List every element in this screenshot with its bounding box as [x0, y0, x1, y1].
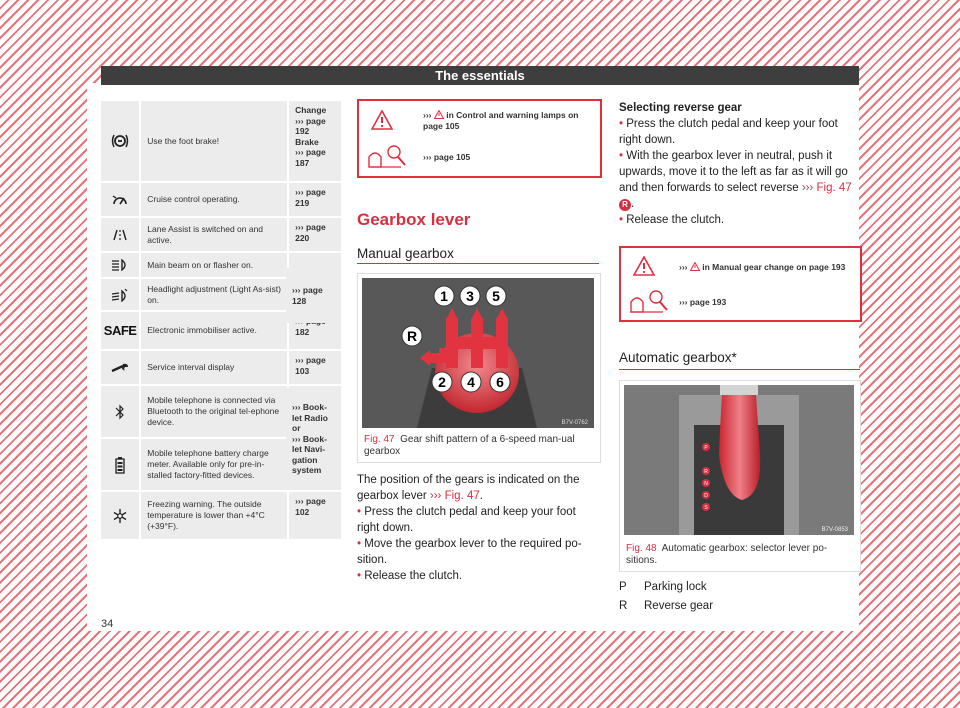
warning-box — [357, 99, 602, 178]
environment-note-icon — [367, 143, 409, 169]
gear-label-2: 2 — [438, 374, 446, 390]
warning-triangle-icon — [633, 256, 655, 276]
figure-caption: Fig. 47 Gear shift pattern of a 6-speed man-ual gearbox — [364, 434, 575, 457]
position-value: Parking lock — [644, 581, 707, 593]
gear-label-1: 1 — [440, 288, 448, 304]
warning-link-1[interactable]: ››› in Manual gear change on page 193 — [679, 262, 846, 272]
gearshift-image — [362, 278, 594, 428]
table-row-desc: Use the foot brake! — [141, 101, 289, 181]
warning-link-2[interactable]: ››› page 105 — [423, 152, 471, 162]
main-beam-icon — [101, 253, 141, 277]
table-row — [101, 218, 341, 253]
subtitle-rule — [357, 263, 599, 264]
warning-triangle-icon — [690, 262, 700, 271]
table-row-desc: Freezing warning. The outside temperature is lower than +4°C (+39°F). — [141, 492, 289, 539]
merged-ref-beam[interactable]: ››› page 128 — [286, 268, 341, 323]
table-row — [101, 183, 341, 218]
selector-letter-d: D — [704, 493, 708, 499]
table-row-desc: Headlight adjustment (Light As-sist) on. — [141, 279, 289, 310]
safe-icon: SAFE — [101, 312, 141, 349]
fig-link[interactable]: ››› Fig. 47 — [801, 182, 852, 194]
auto-rule — [619, 369, 860, 370]
reverse-gear-section: Selecting reverse gear • Press the clutch pedal and keep your foot right down. • With the gearbox lever in neutral, push it upwards, move it to the left as far as it will go and then forwards to select reverse ››› Fig. 47 R . • Release the clutch. — [619, 100, 861, 228]
merged-ref-phone[interactable]: ››› Book- let Radio or ››› Book- let Navi- gation system — [286, 388, 341, 490]
page-number: 34 — [101, 618, 114, 630]
table-row-ref[interactable]: Change ››› page 192 Brake ››› page 187 — [295, 105, 327, 168]
gear-label-3: 3 — [466, 288, 474, 304]
warning-box-2 — [619, 246, 862, 322]
figure-code: B7V-0853 — [821, 527, 848, 533]
reverse-title: Selecting reverse gear — [619, 102, 742, 114]
table-row-desc: Mobile telephone is connected via Bluetooth to the original tel-ephone device. — [141, 386, 289, 437]
table-row-desc: Cruise control operating. — [141, 183, 289, 216]
table-row — [101, 351, 341, 386]
battery-icon — [101, 439, 141, 490]
lane-assist-icon — [101, 218, 141, 251]
auto-selector-image — [624, 385, 854, 535]
warning-link-2[interactable]: ››› page 193 — [679, 297, 727, 307]
gear-label-r: R — [406, 328, 418, 344]
table-row-desc: Mobile telephone battery charge meter. Available only for pre-in-stalled factory-fitted devices. — [141, 439, 289, 490]
manual-gearbox-text: The position of the gears is indicated on the gearbox lever ››› Fig. 47. • Press the clutch pedal and keep your foot right down. • Move the gearbox lever to the required po-sition. • Release the clutch. — [357, 474, 582, 582]
table-row-ref[interactable]: ››› page 220 — [295, 222, 326, 243]
position-value: Reverse gear — [644, 600, 714, 612]
selector-letter-s: S — [704, 505, 708, 511]
bluetooth-icon — [101, 386, 141, 437]
figure-caption: Fig. 48 Automatic gearbox: selector lever po-sitions. — [626, 543, 828, 566]
table-row-desc: Service interval display — [141, 351, 289, 384]
gear-label-4: 4 — [467, 374, 475, 390]
selector-letter-p: P — [704, 445, 708, 451]
figure-48 — [619, 380, 861, 572]
headlight-adjust-icon — [101, 279, 141, 310]
table-row-ref[interactable]: ››› page 103 — [295, 355, 326, 376]
figure-code: B7V-0762 — [561, 420, 588, 426]
table-row-desc: Lane Assist is switched on and active. — [141, 218, 289, 251]
table-row-desc: Electronic immobiliser active. — [141, 312, 289, 349]
table-row-ref[interactable]: 182 — [295, 326, 310, 337]
fig-link[interactable]: ››› Fig. 47 — [429, 490, 480, 502]
reverse-badge: R — [619, 199, 631, 211]
figure-47 — [357, 273, 601, 463]
section-title: Gearbox lever — [357, 210, 471, 229]
selector-letter-n: N — [704, 481, 708, 487]
position-key: R — [619, 600, 628, 612]
position-key: P — [619, 581, 627, 593]
wrench-icon — [101, 351, 141, 384]
auto-title: Automatic gearbox* — [619, 350, 737, 365]
section-subtitle: Manual gearbox — [357, 246, 454, 261]
gear-label-6: 6 — [496, 374, 504, 390]
table-row-ref[interactable]: ››› page 219 — [295, 187, 326, 208]
table-row-ref[interactable]: ››› page 102 — [295, 496, 326, 517]
table-row — [101, 101, 341, 183]
snowflake-icon — [101, 492, 141, 539]
table-row — [101, 492, 341, 541]
warning-link-1[interactable]: ››› in Control and warning lamps on page 105 — [423, 110, 579, 131]
gear-label-5: 5 — [492, 288, 500, 304]
brake-pedal-icon — [101, 101, 141, 181]
page-header: The essentials — [101, 66, 859, 85]
selector-letter-r: R — [704, 469, 708, 475]
environment-note-icon — [629, 288, 671, 314]
cruise-control-icon — [101, 183, 141, 216]
warning-triangle-icon — [434, 110, 444, 119]
warning-triangle-icon — [371, 110, 393, 130]
table-row-desc: Main beam on or flasher on. — [141, 253, 289, 277]
